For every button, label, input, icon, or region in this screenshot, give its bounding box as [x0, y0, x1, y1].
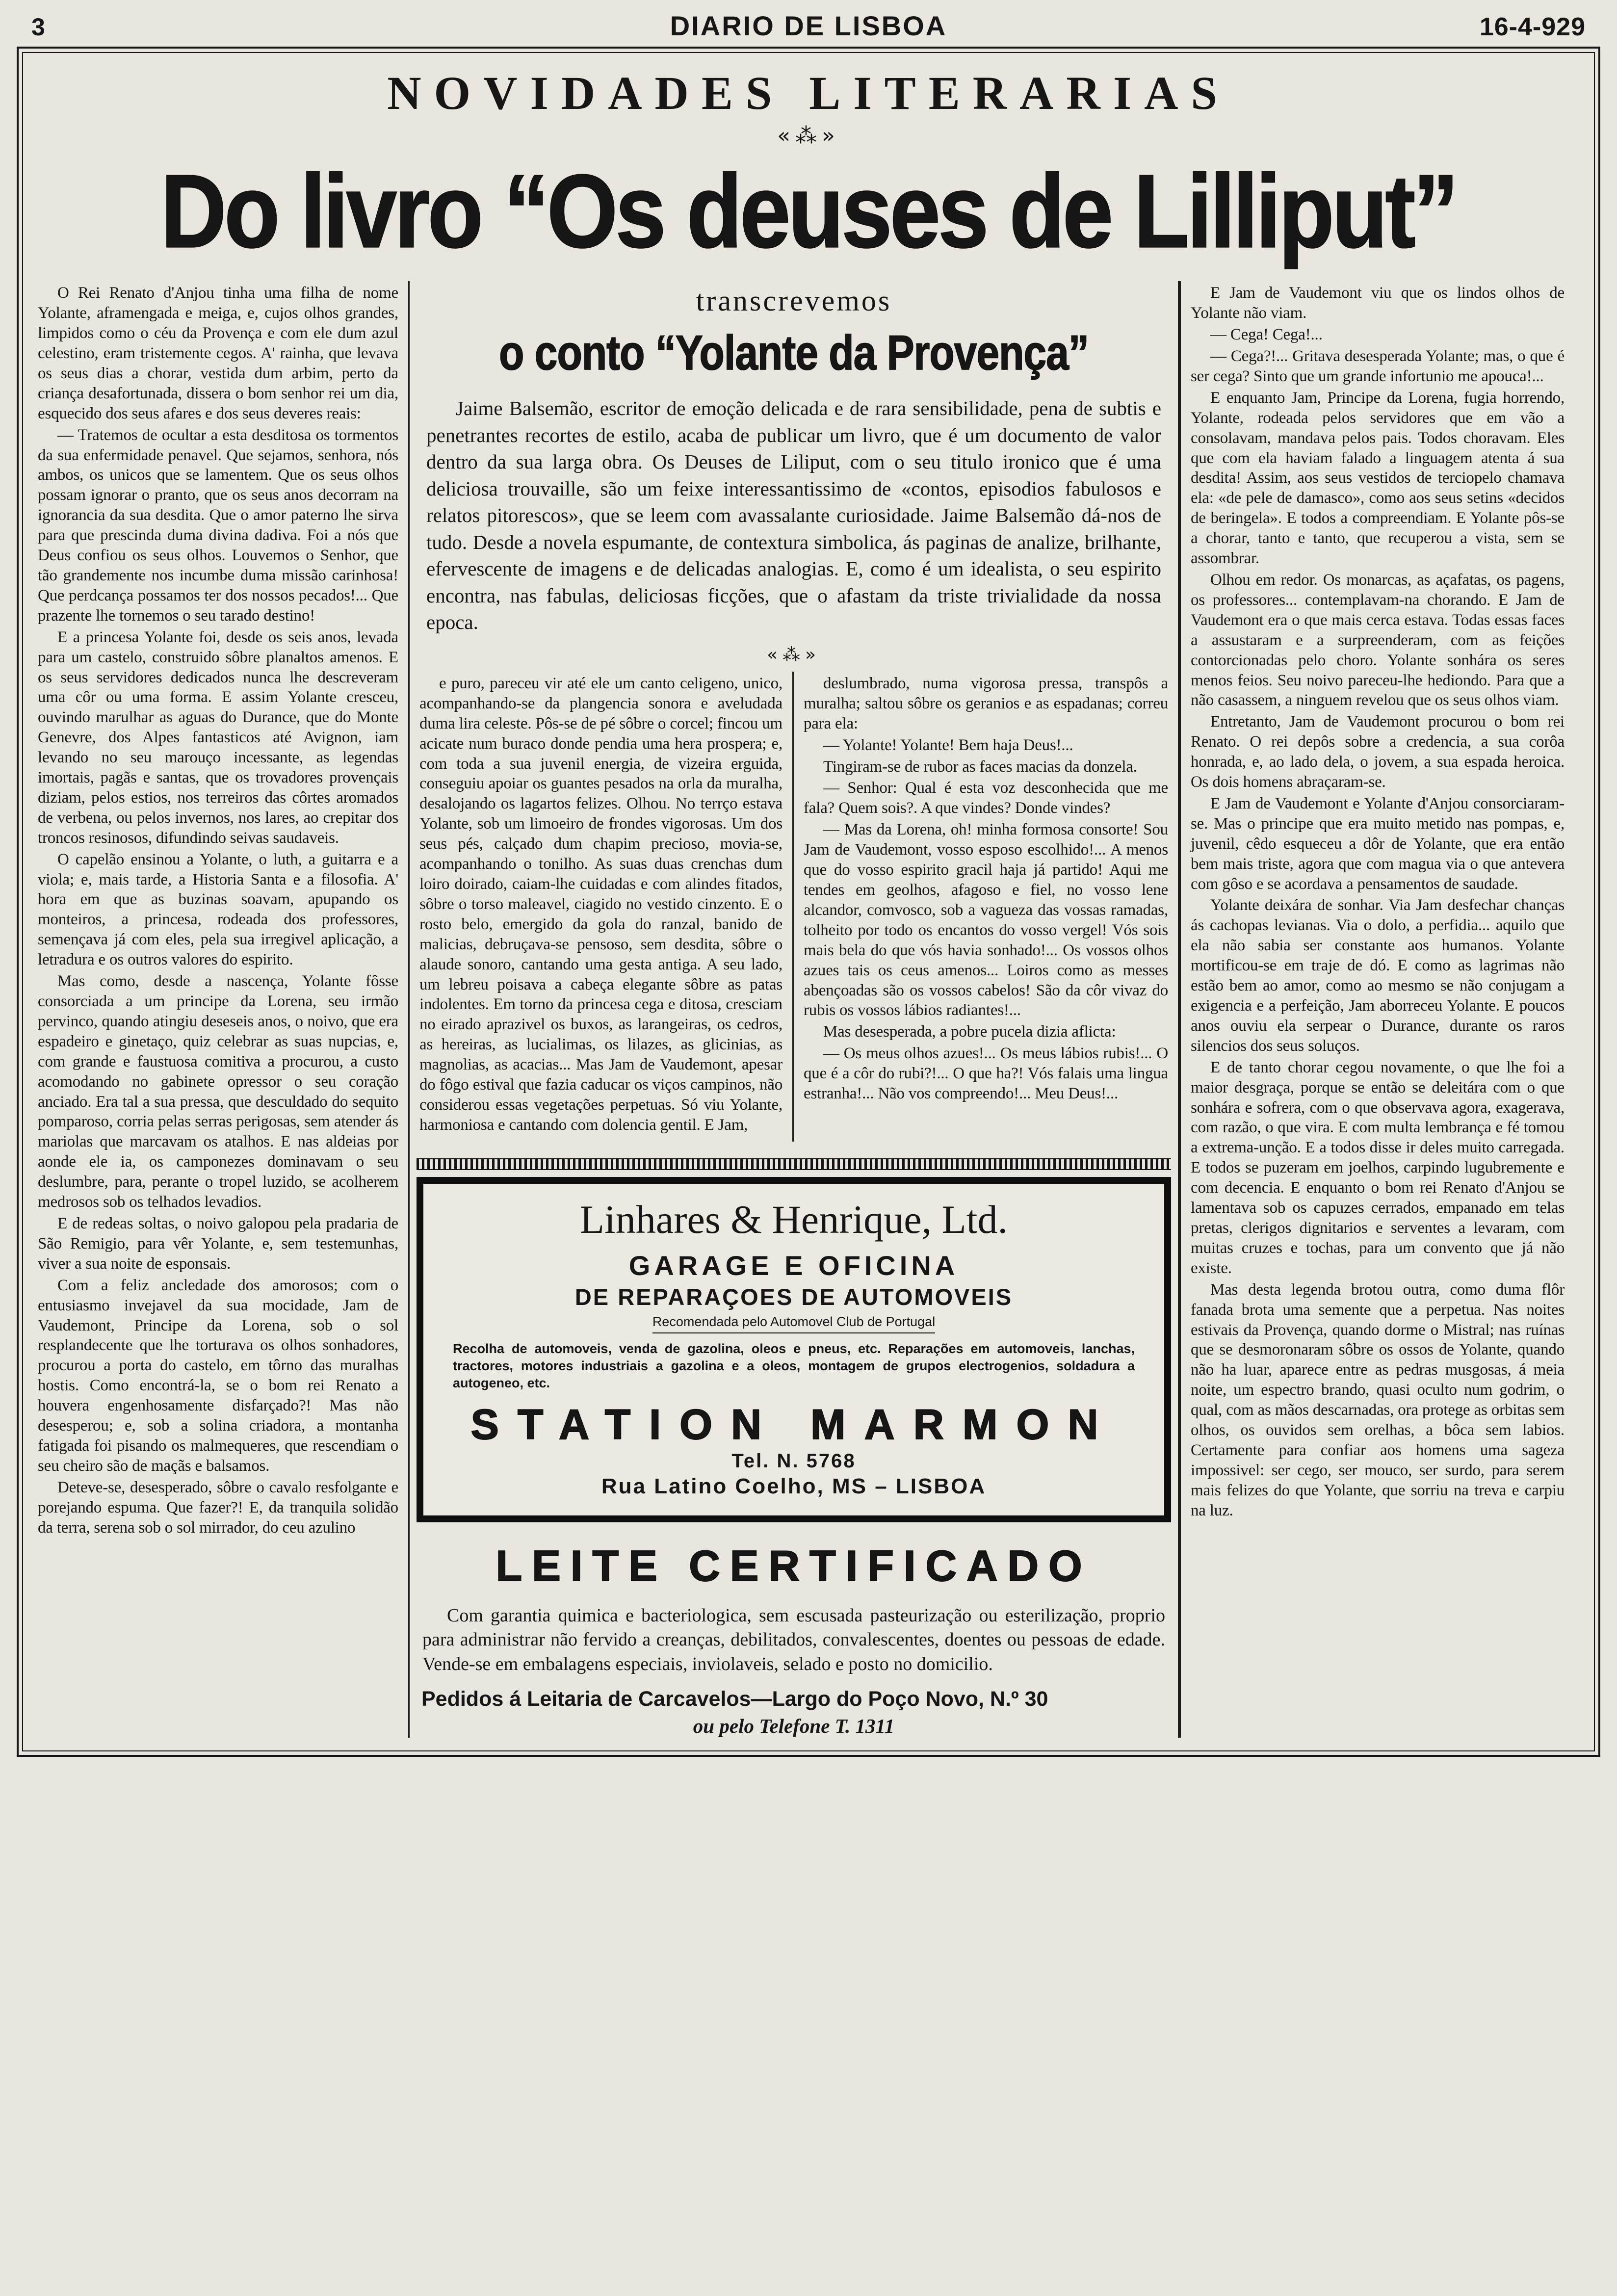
article-paragraph: O capelão ensinou a Yolante, o luth, a guitarra e a viola; e, mais tarde, a Historia Santa e a filosofia. A' hora em que as buzinas soavam, apupando os monteiros, a princesa, rodeada dos professores, semençava já com eles, pela sua irregivel aplicação, a letradura e os outros valores do espirito.	[38, 850, 398, 969]
article-paragraph: Entretanto, Jam de Vaudemont procurou o bom rei Renato. O rei depôs sobre a credencia, a sua corôa honrada, e, ao lado dela, o jovem, a sua espada heroica. Os dois homens abraçaram-se.	[1191, 713, 1565, 791]
intro-paragraph: Jaime Balsemão, escritor de emoção delicada e de rara sensibilidade, pena de subtis e penetrantes recortes de estilo, acaba de publicar um livro, que é um documento de valor dentro da sua larga obra. Os Deuses de Liliput, com o seu titulo ironico que é uma deliciosa trouvaille, são um feixe interessantissimo de «contos, episodios fabulosos e relatos pitorescos», que se leem com avassalante curiosidade. Jaime Balsemão dá-nos de tudo. Desde a novela espumante, de contextura simbolica, ás paginas de analize, brilhante, efervescente de imagens e de delicadas analogias. E, como é um idealista, o seu espirito encontra, nas fabulas, deliciosas ficções, que o afastam da triste trivialidade da nossa epoca.	[426, 397, 1161, 634]
edition-date: 16-4-929	[1479, 13, 1586, 41]
article-paragraph: E de tanto chorar cegou novamente, o que lhe foi a maior desgraça, porque se então se deleitára com o que sonhára e sofrera, com o que observava agora, exagerava, com razão, o que vira. E com multa lembrança e fé tomou a extrema-unção. E a todos disse ir deles muito carregada. E todos se puzeram em joelhos, carpindo lugubremente e com decencia. E enquanto o bom rei Renato d'Anjou se lamentava sob os capuzes cerrados, empanado em telas pretas, clerigos dignitarios e serventes a levaram, com muitas cruzes e tochas, para um convento que já não existe.	[1191, 1058, 1565, 1277]
article-paragraph: Olhou em redor. Os monarcas, as açafatas, os pagens, os professores... contemplavam-na chorando. E Jam de Vaudemont era o que mais cerca estava. Todas essas faces a assustaram e a surpreenderam, com as feições contorcionadas pelo choro. Yolante sonhára os seres menos feios. Seu noivo pareceu-lhe hediondo. Para que a não casassem, a ninguem revelou que os seus olhos viam.	[1191, 571, 1565, 709]
article-paragraph: E a princesa Yolante foi, desde os seis anos, levada para um castelo, construido sôbre planaltos amenos. E os seus servidores dedicados nunca lhe descreveram uma côr ou uma forma. E assim Yolante cresceu, ouvindo marulhar as aguas do Durance, que do Monte Genevre, dos Alpes fantasticos até Avignon, iam levando no seu marouço incessante, as legendas imortais, pagãs e santas, que os trovadores provençais diziam, pelos estios, nos terreiros das côrtes aromados de verbena, ou pelos invernos, nos lares, ao crepitar dos troncos resinosos, difundindo seivas saudaveis.	[38, 628, 398, 847]
column-3	[794, 672, 1178, 1142]
garage-ad-address: Rua Latino Coelho, MS – LISBOA	[601, 1474, 987, 1499]
article-paragraph: Mas desta legenda brotou outra, como duma flôr fanada brota uma semente que a perpetua. Nas noites estivais da Provença, quando dorme o Mistral; nas ruínas que se desmoronaram sôbre os ossos de Yolante, quando não ha luar, aparece entre as pedras musgosas, á meia noite, um espectro brando, quasi oculto num godrim, o qual, com as mãos descarnadas, ora protege as orbitas sem olhos, os ouvidos sem orelhas, a bôca sem labios. Certamente para confiar aos homens uma sageza impossivel: ser cego, ser mouco, ser surdo, para serem mais felizes do que Yolante, que sorriu na treva e carpiu na luz.	[1191, 1280, 1565, 1519]
garage-advertisement	[417, 1177, 1171, 1522]
column-1	[28, 281, 408, 1738]
article-paragraph: E enquanto Jam, Principe da Lorena, fugia horrendo, Yolante, rodeada pelos servidores que em vão a consolavam, mandava pelos pais. Todos choravam. Eles que com ela haviam falado a linguagem atenta á sua desdita! Assim, aos seus vestidos de terciopelo chamava ela: «de pele de damasco», como aos seus setins «decidos de beringela». E todos a compreendiam. E Yolante pôs-se a chorar, tanto e tanto, que recuperou a vista, sem se assombrar.	[1191, 389, 1565, 568]
section-ornament-icon: «⁂»	[777, 123, 840, 148]
article-paragraph: — Senhor: Qual é esta voz desconhecida que me fala? Quem sois?. A que vindes? Donde vindes?	[804, 779, 1168, 817]
article-paragraph: e puro, pareceu vir até ele um canto celigeno, unico, acompanhando-se da plangencia sonora e aveludada duma lira celeste. Pôs-se de pé sôbre o corcel; fincou um acicate num buraco donde pendia uma hera prospera; e, com toda a sua juvenil energia, de vizeira erguida, conseguiu apoiar os guantes pesados na orla da muralha, desalojando os lagartos felizes. Olhou. No terrço estava Yolante, sob um limoeiro de frondes vigorosas. Um dos seus pés, calçado dum chapim precioso, movia-se, acompanhando o tonilho. As suas duas crenchas dum loiro doirado, caiam-lhe cuidadas e com alindes fitados, sôbre o torso maleavel, ciagido no vestido cinzento. E o rosto belo, emergido da gola do ranzal, banido de malicias, debruçava-se pensoso, sem desdita, sôbre o alaude sonoro, cantando uma gesta antiga. A seu lado, um lebreu poisava a cabeça elegante sôbre as patas indolentes. Em torno da princesa cega e ditosa, cresciam no eirado aprazivel os buxos, as larangeiras, os cedros, as hereiras, as lucialimas, os lilazes, as glicinias, as magnolias, as acacias... Mas Jam de Vaudemont, apesar do fôgo estival que fazia caducar os viços campinos, não considerou essas vegetações perpetuas. Só viu Yolante, harmoniosa e cantando com dolencia gentil. E Jam,	[419, 674, 782, 1134]
article-paragraph: O Rei Renato d'Anjou tinha uma filha de nome Yolante, aframengada e meiga, e, cujos olhos grandes, limpidos como o céu da Provença e com ele dum azul celestino, eram tristemente cegos. A' rainha, que levava os seus dias a chorar, vestida dum arbim, perto da criança desafortunada, dissera o bom senhor rei um dia, esquecido dos seus afares e dos seus deveres reais:	[38, 284, 398, 422]
page-number: 3	[31, 13, 45, 41]
middle-section	[408, 281, 1179, 1738]
garage-ad-endorsement: Recomendada pelo Automovel Club de Portugal	[652, 1314, 935, 1333]
article-paragraph: — Cega?!... Gritava desesperada Yolante; mas, o que é ser cega? Sinto que um grande infortunio me apouca!...	[1191, 347, 1565, 385]
milk-ad-title: LEITE CERTIFICADO	[496, 1541, 1092, 1591]
article-paragraph: Com a feliz ancledade dos amorosos; com o entusiasmo invejavel da sua mocidade, Jam de Vaudemont, Principe da Lorena, sob o sol resplandecente que lhe torturava os olhos sonhadores, procurou a porta do castelo, em tôrno das muralhas hostis. Como encontrá-la, se o bom rei Renato a houvera engenhosamente disfarçado?! Mas não desesperou; e, sob a solina criadora, a montanha fatigada foi pisando os malmequeres, que rescendiam o seu cheiro são de maçãs e balsamos.	[38, 1276, 398, 1475]
garage-ad-brand: STATION MARMON	[470, 1401, 1117, 1449]
column-4	[1179, 281, 1574, 1738]
article-paragraph: E Jam de Vaudemont e Yolante d'Anjou consorciaram-se. Mas o principe que era muito metido nas pompas, e, juvenil, cêdo esqueceu a dôr de Yolante, que era então bem mais triste, agora que com magua via o que antevera com gôso e se acordava a pensamentos de saudade.	[1191, 794, 1565, 893]
article-columns	[28, 281, 1589, 1738]
milk-ad-contact-line1: Pedidos á Leitaria de Carcavelos—Largo do Poço Novo, N.º 30	[421, 1687, 1048, 1711]
main-headline: Do livro “Os deuses de Lilliput”	[160, 154, 1457, 270]
milk-advertisement	[410, 1527, 1178, 1738]
garage-ad-phone: Tel. N. 5768	[731, 1450, 856, 1472]
article-paragraph: — Mas da Lorena, oh! minha formosa consorte! Sou Jam de Vaudemont, vosso esposo escolhido!... A menos que do vosso espirito gracil haja já partido! Aqui me tendes em geolhos, afagoso e fiel, no vosso lene alcandor, comvosco, sob a vagueza das vossas ramadas, tolheito por todo os encantos do vosso vergel! Vós sois mais bela do que vós havia sonhado!... Os vossos olhos azues tais os ceus amenos... Loiros como as messes abençoadas são os vossos cabelos! São da côr vivaz do rubis os vossos lábios radiantes!...	[804, 821, 1168, 1019]
article-paragraph: — Tratemos de ocultar a esta desditosa os tormentos da sua enfermidade penavel. Que sejamos, senhora, nós ambos, os unicos que se lamentem. Que os seus olhos possam ignorar o pranto, que os seus anos decorram na ignorancia da sua desdita. Que o amor paterno lhe sirva para que prescinda duma divina dadiva. Foi a nós que Deus confiou os seus olhos. Louvemos o Senhor, que tão grandemente nos incumbe duma missão carinhosa! Que perdcança possamos ter dos nossos pecados!... Que prazente lhe tornemos o seu tarado destino!	[38, 426, 398, 625]
garage-ad-line1: GARAGE E OFICINA	[628, 1250, 959, 1281]
page-header	[17, 3, 1600, 47]
milk-ad-contact-line2: ou pelo Telefone T. 1311	[693, 1715, 895, 1738]
garage-ad-name: Linhares & Henrique, Ltd.	[579, 1197, 1008, 1242]
article-paragraph: — Cega! Cega!...	[1210, 326, 1323, 344]
masthead: DIARIO DE LISBOA	[670, 10, 947, 41]
article-paragraph: deslumbrado, numa vigorosa pressa, transpôs a muralha; saltou sôbre os geranios e as espadanas; correu para ela:	[804, 674, 1168, 732]
article-paragraph: Mas como, desde a nascença, Yolante fôsse consorciada a um principe da Lorena, seu irmão pervinco, quando atingiu deseseis anos, o noivo, que era espadeiro e ginetaço, quiz celebrar as suas nupcias, e, com grande e faustuosa comitiva a procurou, a custo acomodando no gabinete opressor o seu coração anciado. Era tal a sua pressa, que desculdado do sequito pomparoso, corria pelas serras perigosas, sem atender ás mariolas que marcavam os atalhos. E nas aldeias por aonde ele ia, os camponezes dominavam o seu deslumbre, para, perante o tropel luzido, se acolherem medrosos sob os telhados levadios.	[38, 972, 398, 1211]
article-paragraph: Yolante deixára de sonhar. Via Jam desfechar chanças ás cachopas levianas. Via o dolo, a perfidia... aquilo que ela não sabia ser constante aos humanos. Yolante mortificou-se em traje de dó. E como as lagrimas não estão bem ao amor, como ao mesmo se não conjugam a exigencia e a perfeição, Jam aborreceu Yolante. E poucos anos ouviu ela serpear o Durance, durante os raros silencios dos seus soluços.	[1191, 896, 1565, 1055]
mid-ornament-icon: «⁂»	[766, 644, 821, 665]
article-paragraph: — Os meus olhos azues!... Os meus lábios rubis!... O que é a côr do rubi?!... O que ha?! Vós falais uma lingua estranha!... Não vos compreendo!... Meu Deus!...	[804, 1044, 1168, 1103]
story-title: o conto “Yolante da Provença”	[499, 325, 1089, 380]
milk-ad-body: Com garantia quimica e bacteriologica, sem escusada pasteurização ou esterilização, proprio para administrar não fervido a creanças, debilitados, convalescentes, doentes ou pessoas de edade. Vende-se em embalagens especiais, inviolaveis, selado e posto no domicilio.	[422, 1605, 1165, 1674]
article-paragraph: Deteve-se, desesperado, sôbre o cavalo resfolgante e porejando espuma. Que fazer?! E, da tranquila solidão da terra, serena sob o sol mirrador, do ceu azulino	[38, 1478, 398, 1537]
article-frame-inner	[22, 52, 1595, 1751]
kicker: transcrevemos	[696, 285, 892, 317]
section-title: NOVIDADES LITERARIAS	[387, 67, 1230, 119]
article-paragraph: E de redeas soltas, o noivo galopou pela pradaria de São Remigio, para vêr Yolante, e, sem testemunhas, viver a sua noite de esponsais.	[38, 1214, 398, 1273]
article-paragraph: E Jam de Vaudemont viu que os lindos olhos de Yolante não viam.	[1191, 284, 1565, 322]
middle-columns	[410, 672, 1178, 1142]
article-paragraph: Tingiram-se de rubor as faces macias da donzela.	[823, 757, 1137, 776]
article-frame	[17, 47, 1600, 1757]
garage-ad-services: Recolha de automoveis, venda de gazolina, oleos e pneus, etc. Reparações em automoveis, lanchas, tractores, motores industriais a gazolina e a oleos, montagem de grupos electrogenios, soldadura a autogeneo, etc.	[453, 1341, 1135, 1390]
article-paragraph: — Yolante! Yolante! Bem haja Deus!...	[823, 736, 1073, 754]
column-2	[410, 672, 794, 1142]
article-paragraph: Mas desesperada, a pobre pucela dizia aflicta:	[823, 1023, 1116, 1041]
hatched-rule	[417, 1158, 1171, 1170]
garage-ad-line2: DE REPARAÇOES DE AUTOMOVEIS	[574, 1283, 1013, 1310]
